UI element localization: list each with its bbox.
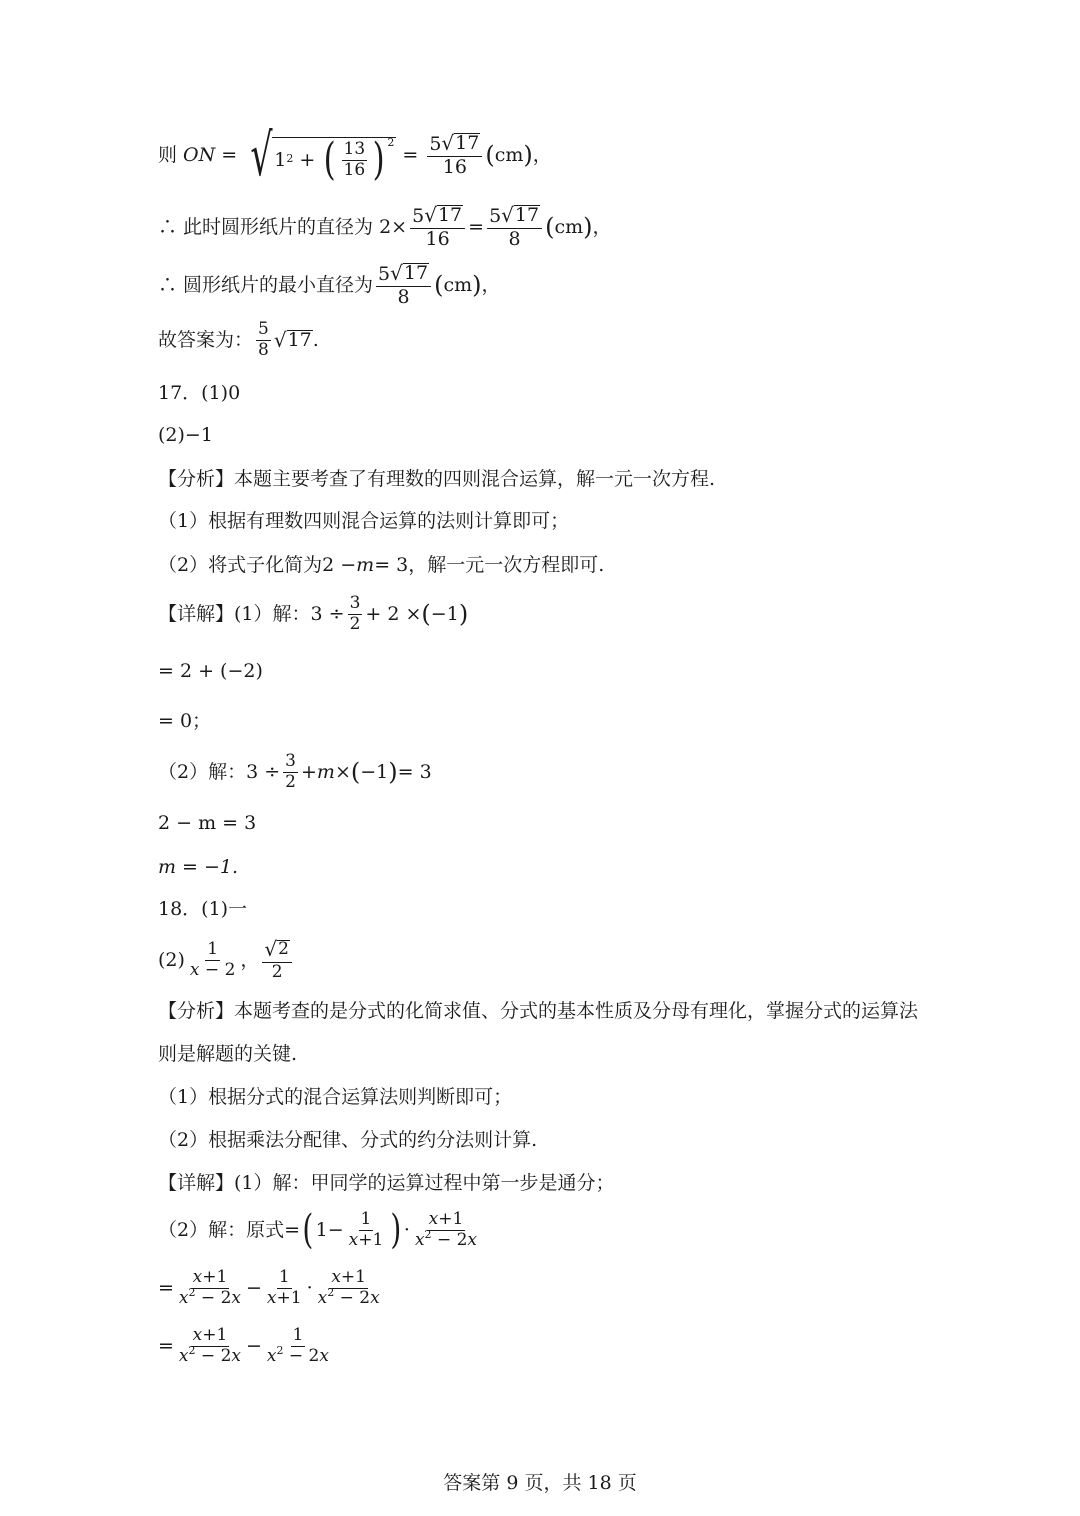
q17-answer-2: (2)−1: [158, 424, 213, 446]
q17-detail-2: （2）解： 3 ÷ 3 2 + m × ( −1 ) = 3: [158, 751, 432, 792]
q17-step-6: m = −1.: [158, 856, 239, 878]
q17-analysis: 【分析】本题主要考查了有理数的四则混合运算，解一元一次方程.: [158, 468, 716, 490]
q17-step-3: = 0；: [158, 710, 212, 732]
math-text: ON: [177, 143, 222, 166]
q17-step-2: = 2 + (−2): [158, 660, 263, 682]
q17-answer-1: 17．(1)0: [158, 382, 241, 404]
q18-answer-1: 18．(1)一: [158, 898, 248, 920]
page-footer: 答案第 9 页，共 18 页: [443, 1472, 637, 1494]
eq-diameter: ∴ 此时圆形纸片的直径为 2× 5 √ 17 16 = 5 √ 17 8 ( cm ) ，: [158, 203, 612, 250]
q18-analysis-1: （1）根据分式的混合运算法则判断即可；: [158, 1086, 513, 1108]
q17-detail-1: 【详解】(1）解： 3 ÷ 3 2 + 2 × ( −1 ): [158, 593, 469, 634]
fraction: 5 √ 17 16: [427, 132, 482, 179]
q17-analysis-1: （1）根据有理数四则混合运算的法则计算即可；: [158, 510, 570, 532]
sqrt-expression: √ 1 $^2$ + ( 13 16 ) $^2$: [250, 121, 395, 189]
q18-detail-2: （2）解：原式= ( 1− 1 x+1 ) · x+1 $x^2 - 2x$: [158, 1207, 478, 1254]
answer-line: 故答案为： 5 8 √ 17 .: [158, 319, 319, 360]
q18-answer-2: (2) 1 x − 2 ， √ 2 2: [158, 938, 295, 982]
q17-analysis-2: （2）将式子化简为 2 − m = 3 ，解一元一次方程即可.: [158, 554, 605, 576]
q18-step-2: = x+1 $x^2 - 2x$ − 1 x+1 · x+1 $x^2 - 2x$: [158, 1267, 380, 1308]
eq-on-length: 则 ON = √ 1 $^2$ + ( 13 16 ) $^2$ = 5 √ 17 16 ( cm ) ，: [158, 121, 552, 189]
q18-detail-1: 【详解】(1）解：甲同学的运算过程中第一步是通分；: [158, 1172, 615, 1194]
q18-analysis-a: 【分析】本题考查的是分式的化简求值、分式的基本性质及分母有理化，掌握分式的运算法: [158, 1000, 919, 1022]
eq-min-diameter: ∴ 圆形纸片的最小直径为 5 √ 17 8 ( cm ) ，: [158, 261, 501, 308]
q18-step-3: = x+1 $x^2 - 2x$ − 1 $x^2 - 2x$: [158, 1325, 329, 1366]
q18-analysis-b: 则是解题的关键.: [158, 1043, 298, 1065]
q18-analysis-2: （2）根据乘法分配律、分式的约分法则计算.: [158, 1129, 538, 1151]
q17-step-5: 2 − m = 3: [158, 812, 257, 834]
